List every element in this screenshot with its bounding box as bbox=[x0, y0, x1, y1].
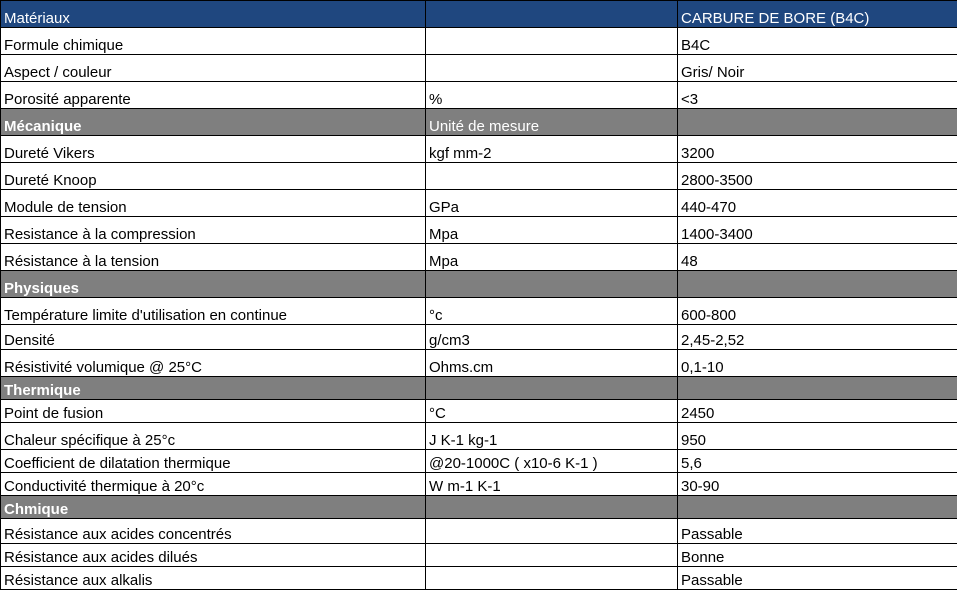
header-row bbox=[1, 1, 957, 28]
table-row bbox=[1, 350, 957, 377]
property-value: <3 bbox=[678, 82, 957, 109]
section-property-unit bbox=[426, 377, 678, 400]
section-property-label: Physiques bbox=[1, 271, 426, 298]
table-row bbox=[1, 325, 957, 350]
table-row bbox=[1, 136, 957, 163]
table-row bbox=[1, 450, 957, 473]
table-row bbox=[1, 190, 957, 217]
property-unit: g/cm3 bbox=[426, 325, 678, 350]
section-row bbox=[1, 496, 957, 519]
property-value: 950 bbox=[678, 423, 957, 450]
property-unit bbox=[426, 544, 678, 567]
table-row bbox=[1, 400, 957, 423]
section-property-label: Thermique bbox=[1, 377, 426, 400]
header-material-value: CARBURE DE BORE (B4C) bbox=[678, 1, 957, 28]
property-value: 48 bbox=[678, 244, 957, 271]
section-property-unit bbox=[426, 496, 678, 519]
property-label: Dureté Vikers bbox=[1, 136, 426, 163]
property-label: Chaleur spécifique à 25°c bbox=[1, 423, 426, 450]
property-unit: J K-1 kg-1 bbox=[426, 423, 678, 450]
property-unit: GPa bbox=[426, 190, 678, 217]
section-property-label: Chmique bbox=[1, 496, 426, 519]
property-label: Résistance à la tension bbox=[1, 244, 426, 271]
property-value: 2800-3500 bbox=[678, 163, 957, 190]
property-unit: °c bbox=[426, 298, 678, 325]
table-row bbox=[1, 244, 957, 271]
property-unit: Ohms.cm bbox=[426, 350, 678, 377]
header-unit bbox=[426, 1, 678, 28]
table-row bbox=[1, 28, 957, 55]
property-label: Coefficient de dilatation thermique bbox=[1, 450, 426, 473]
property-unit: % bbox=[426, 82, 678, 109]
property-unit bbox=[426, 567, 678, 590]
table-row bbox=[1, 473, 957, 496]
property-label: Résistance aux alkalis bbox=[1, 567, 426, 590]
header-material-label: Matériaux bbox=[1, 1, 426, 28]
property-value: 30-90 bbox=[678, 473, 957, 496]
property-label: Résistance aux acides dilués bbox=[1, 544, 426, 567]
table-row bbox=[1, 519, 957, 544]
property-value: 1400-3400 bbox=[678, 217, 957, 244]
property-label: Dureté Knoop bbox=[1, 163, 426, 190]
property-label: Porosité apparente bbox=[1, 82, 426, 109]
section-row bbox=[1, 377, 957, 400]
property-unit bbox=[426, 519, 678, 544]
property-unit bbox=[426, 163, 678, 190]
properties-table-body bbox=[1, 1, 957, 590]
property-unit: °C bbox=[426, 400, 678, 423]
property-unit: Mpa bbox=[426, 244, 678, 271]
property-value: Bonne bbox=[678, 544, 957, 567]
section-property-unit: Unité de mesure bbox=[426, 109, 678, 136]
section-property-label: Mécanique bbox=[1, 109, 426, 136]
property-unit: Mpa bbox=[426, 217, 678, 244]
table-row bbox=[1, 217, 957, 244]
property-label: Point de fusion bbox=[1, 400, 426, 423]
property-unit: kgf mm-2 bbox=[426, 136, 678, 163]
property-value: 2,45-2,52 bbox=[678, 325, 957, 350]
section-property-value bbox=[678, 271, 957, 298]
table-row bbox=[1, 423, 957, 450]
section-row bbox=[1, 109, 957, 136]
table-row bbox=[1, 82, 957, 109]
property-label: Aspect / couleur bbox=[1, 55, 426, 82]
property-label: Formule chimique bbox=[1, 28, 426, 55]
property-value: 2450 bbox=[678, 400, 957, 423]
table-row bbox=[1, 567, 957, 590]
table-row bbox=[1, 55, 957, 82]
property-value: B4C bbox=[678, 28, 957, 55]
property-label: Conductivité thermique à 20°c bbox=[1, 473, 426, 496]
property-value: 0,1-10 bbox=[678, 350, 957, 377]
section-row bbox=[1, 271, 957, 298]
property-value: Gris/ Noir bbox=[678, 55, 957, 82]
property-label: Resistance à la compression bbox=[1, 217, 426, 244]
section-property-unit bbox=[426, 271, 678, 298]
property-label: Module de tension bbox=[1, 190, 426, 217]
property-label: Température limite d'utilisation en continue bbox=[1, 298, 426, 325]
property-value: 5,6 bbox=[678, 450, 957, 473]
table-row bbox=[1, 163, 957, 190]
property-label: Résistance aux acides concentrés bbox=[1, 519, 426, 544]
property-unit: @20-1000C ( x10-6 K-1 ) bbox=[426, 450, 678, 473]
property-unit: W m-1 K-1 bbox=[426, 473, 678, 496]
section-property-value bbox=[678, 496, 957, 519]
property-value: 3200 bbox=[678, 136, 957, 163]
table-row bbox=[1, 544, 957, 567]
property-value: 440-470 bbox=[678, 190, 957, 217]
property-value: Passable bbox=[678, 567, 957, 590]
property-unit bbox=[426, 28, 678, 55]
property-value: 600-800 bbox=[678, 298, 957, 325]
section-property-value bbox=[678, 109, 957, 136]
property-label: Résistivité volumique @ 25°C bbox=[1, 350, 426, 377]
table-row bbox=[1, 298, 957, 325]
property-label: Densité bbox=[1, 325, 426, 350]
property-unit bbox=[426, 55, 678, 82]
section-property-value bbox=[678, 377, 957, 400]
property-value: Passable bbox=[678, 519, 957, 544]
